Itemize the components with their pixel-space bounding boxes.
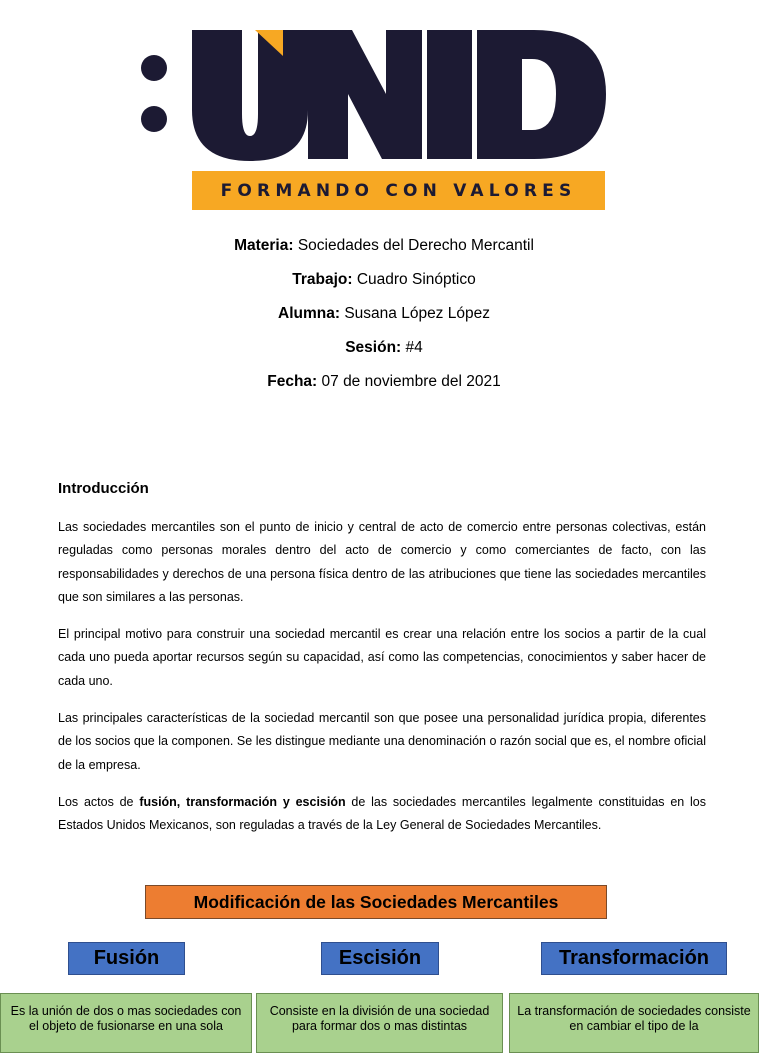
paragraph-bold-text: fusión, transformación y escisión [139, 794, 346, 809]
paragraph [58, 791, 706, 838]
section-heading: Introducción [58, 480, 149, 497]
cover-label: Alumna: [278, 305, 341, 322]
category-label: Transformación [558, 947, 710, 969]
paragraph: El principal motivo para construir una sociedad mercantil es crear una relación entre los socios a partir de la cual cada uno pueda aportar recursos según su capacidad, así como las competencias, conocimientos y saber hacer de cada uno. [58, 627, 706, 688]
cover-value: Sociedades del Derecho Mercantil [297, 237, 534, 254]
definition-text: Consiste en la división de una sociedad para formar dos o mas distintas [269, 1004, 490, 1033]
paragraph-text: Los actos de [58, 794, 140, 809]
category-box-fusion [68, 942, 185, 975]
cover-row-fecha [0, 372, 768, 406]
cover-value: Cuadro Sinóptico [356, 271, 476, 288]
cover-label: Sesión: [345, 339, 402, 356]
cover-value: #4 [405, 339, 423, 356]
cover-label: Trabajo: [292, 271, 353, 288]
definition-text: La transformación de sociedades consiste en cambiar el tipo de la [517, 1004, 751, 1033]
cover-value: 07 de noviembre del 2021 [321, 373, 501, 390]
category-label: Escisión [338, 947, 422, 969]
definition-box-escision [256, 993, 503, 1053]
category-label: Fusión [93, 947, 160, 969]
category-box-transformacion [541, 942, 727, 975]
definition-text: Es la unión de dos o mas sociedades con el objeto de fusionarse en una sola [10, 1004, 242, 1033]
paragraph: Las principales características de la sociedad mercantil son que posee una personalidad jurídica propia, diferentes de los socios que la componen. Se les distingue mediante una denominación o razón social que es, el nombre oficial de la empresa. [58, 711, 706, 772]
cover-row-trabajo [0, 270, 768, 304]
intro-body [58, 516, 706, 852]
diagram-title: Modificación de las Sociedades Mercantiles [193, 891, 559, 912]
logo-tagline: FORMANDO CON VALORES [192, 171, 605, 210]
cover-label: Fecha: [267, 373, 318, 390]
cover-info [0, 236, 768, 406]
paragraph: Las sociedades mercantiles son el punto de inicio y central de acto de comercio entre personas colectivas, están reguladas como personas morales dentro del acto de comercio y como comerciantes de facto, con las responsabilidades y derechos de una persona física dentro de las atribuciones que tiene las sociedades mercantiles que son similares a las personas. [58, 520, 706, 604]
cover-row-alumna [0, 304, 768, 338]
definition-box-transformacion [509, 993, 759, 1053]
cover-row-sesion [0, 338, 768, 372]
category-box-escision [321, 942, 439, 975]
cover-label: Materia: [234, 237, 294, 254]
diagram-title-box [145, 885, 607, 919]
cover-value: Susana López López [344, 305, 490, 322]
paragraph-text: de las sociedades mercantiles legalmente constituidas en los Estados Unidos Mexicanos, son reguladas a través de la Ley General de Sociedades Mercantiles. [58, 794, 707, 833]
definition-box-fusion [0, 993, 252, 1053]
cover-row-materia [0, 236, 768, 270]
